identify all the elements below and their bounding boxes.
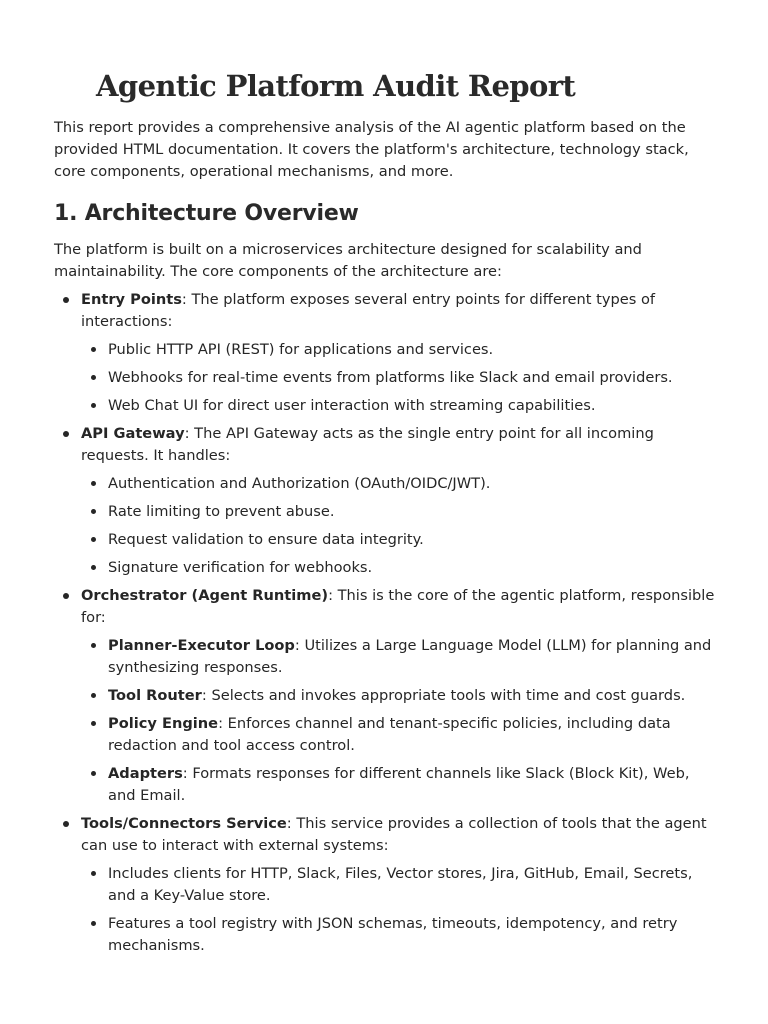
sub-list-item xyxy=(81,635,718,679)
term-description: : The API Gateway acts as the single entry point for all incoming requests. It handles: xyxy=(81,425,654,464)
sub-list xyxy=(81,863,718,957)
sub-list-item xyxy=(81,913,718,957)
report-page xyxy=(54,64,718,963)
sub-list-item xyxy=(81,339,718,361)
sub-item-text: : Utilizes a Large Language Model (LLM) for planning and synthesizing responses. xyxy=(108,637,712,676)
term-description: : This is the core of the agentic platform, responsible for: xyxy=(81,587,715,626)
term-description: : The platform exposes several entry points for different types of interactions: xyxy=(81,291,656,330)
report-title: Agentic Platform Audit Report xyxy=(96,69,576,103)
term-label: Entry Points xyxy=(81,291,182,308)
sub-item-text: Features a tool registry with JSON schemas, timeouts, idempotency, and retry mechanisms. xyxy=(108,915,678,954)
sub-item-text: Authentication and Authorization (OAuth/OIDC/JWT). xyxy=(108,475,491,492)
sub-item-text: : Selects and invokes appropriate tools with time and cost guards. xyxy=(201,687,686,704)
sub-term-label: Planner-Executor Loop xyxy=(108,637,295,654)
sub-item-text: : Formats responses for different channels like Slack (Block Kit), Web, and Email. xyxy=(108,765,690,804)
intro-paragraph: This report provides a comprehensive analysis of the AI agentic platform based on the provided HTML documentation. It covers the platform's architecture, technology stack, core components, operational mechanisms, and more. xyxy=(54,119,689,180)
list-item-tools-connectors xyxy=(54,813,718,957)
sub-term-label: Tool Router xyxy=(108,687,202,704)
sub-item-text: Web Chat UI for direct user interaction with streaming capabilities. xyxy=(108,397,596,414)
sub-item-text: Request validation to ensure data integrity. xyxy=(108,531,424,548)
sub-list-item xyxy=(81,763,718,807)
sub-list-item xyxy=(81,685,718,707)
sub-item-text: : Enforces channel and tenant-specific policies, including data redaction and tool access control. xyxy=(108,715,671,754)
sub-item-text: Signature verification for webhooks. xyxy=(108,559,373,576)
sub-item-text: Includes clients for HTTP, Slack, Files, Vector stores, Jira, GitHub, Email, Secrets, and a Key-Value store. xyxy=(108,865,693,904)
sub-item-text: Rate limiting to prevent abuse. xyxy=(108,503,335,520)
term-label: Orchestrator (Agent Runtime) xyxy=(81,587,329,604)
section-heading-architecture: 1. Architecture Overview xyxy=(54,201,359,226)
sub-list-item xyxy=(81,529,718,551)
list-item-entry-points xyxy=(54,289,718,417)
sub-list-item xyxy=(81,557,718,579)
sub-item-text: Public HTTP API (REST) for applications and services. xyxy=(108,341,494,358)
sub-list-item xyxy=(81,863,718,907)
sub-list-item xyxy=(81,713,718,757)
sub-list xyxy=(81,339,718,417)
term-label: Tools/Connectors Service xyxy=(81,815,287,832)
sub-item-text: Webhooks for real-time events from platforms like Slack and email providers. xyxy=(108,369,673,386)
architecture-list xyxy=(54,289,718,957)
term-description: : This service provides a collection of tools that the agent can use to interact with external systems: xyxy=(81,815,707,854)
term-label: API Gateway xyxy=(81,425,185,442)
list-item-orchestrator xyxy=(54,585,718,807)
sub-list-item xyxy=(81,367,718,389)
list-item-api-gateway xyxy=(54,423,718,579)
sub-list-item xyxy=(81,473,718,495)
sub-term-label: Adapters xyxy=(108,765,183,782)
sub-list-item xyxy=(81,501,718,523)
sub-list xyxy=(81,635,718,807)
section-lead-paragraph: The platform is built on a microservices architecture designed for scalability and maintainability. The core components of the architecture are: xyxy=(54,241,642,280)
sub-list xyxy=(81,473,718,579)
sub-term-label: Policy Engine xyxy=(108,715,219,732)
sub-list-item xyxy=(81,395,718,417)
